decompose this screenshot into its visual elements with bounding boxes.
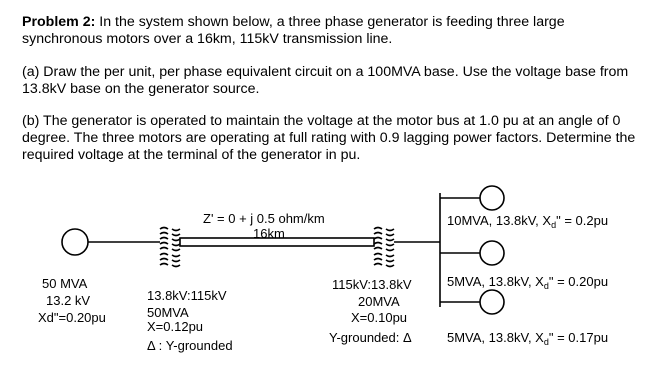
transformer2-ratio: 115kV:13.8kV [332, 277, 412, 292]
transformer2-rating: 20MVA [358, 294, 400, 309]
motor1-label: 10MVA, 13.8kV, $X_d$" = 0.2pu [447, 213, 609, 230]
line-length-label: 16km [253, 226, 285, 241]
transformer1-rating: 50MVA [147, 305, 189, 320]
transformer1-reactance: X=0.12pu [147, 319, 204, 334]
problem-heading: Problem 2: [22, 14, 96, 30]
motor3-symbol [480, 290, 504, 314]
generator-symbol [62, 229, 88, 255]
transformer1-connection: Δ : Y-grounded [147, 338, 233, 353]
part-a-text: (a) Draw the per unit, per phase equivalent circuit on a 100MVA base. Use the voltage base from 13.8kV base on the generator source. [22, 64, 629, 97]
part-b-text: (b) The generator is operated to maintain the voltage at the motor bus at 1.0 pu at an angle of 0 degree. The three motors are operating at full rating with 0.9 lagging power factors. Determine the required voltage at the terminal of the generator in pu. [22, 113, 636, 163]
generator-voltage: 13.2 kV [46, 293, 91, 308]
motor2-label: 5MVA, 13.8kV, $X_d$" = 0.20pu [447, 274, 609, 291]
generator-reactance: Xd"=0.20pu [38, 310, 106, 325]
transformer2-reactance: X=0.10pu [351, 310, 408, 325]
transformer1-ratio: 13.8kV:115kV [147, 288, 227, 303]
motor1-symbol [480, 186, 504, 210]
transformer2-connection: Y-grounded: Δ [329, 330, 412, 345]
transformer1-symbol [160, 228, 180, 267]
motor3-label: 5MVA, 13.8kV, $X_d$" = 0.17pu [447, 330, 609, 347]
generator-rating: 50 MVA [42, 276, 88, 291]
problem-intro: In the system shown below, a three phase generator is feeding three large synchronous motors over a 16km, 115kV transmission line. [22, 14, 565, 47]
transformer2-symbol [374, 228, 394, 267]
motor2-symbol [480, 241, 504, 265]
line-impedance-label: Z' = 0 + j 0.5 ohm/km [203, 211, 325, 226]
